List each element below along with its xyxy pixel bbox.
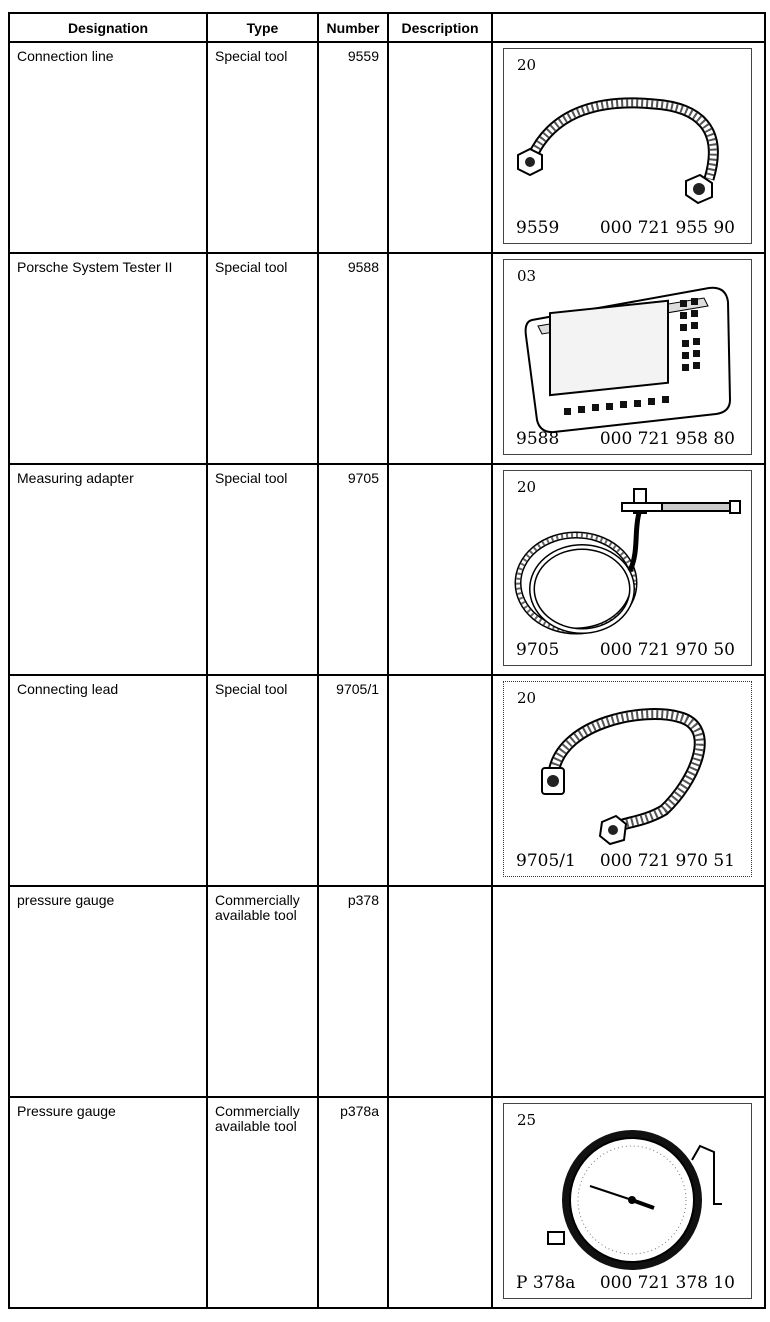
type-text: Special tool [215,48,288,64]
illustration-order-number: 000 721 970 51 [599,851,735,871]
cell-image [492,1097,765,1308]
description-text [389,43,491,49]
type-text: Special tool [215,681,288,697]
table-row [9,675,765,886]
illustration-part-number: 9705 [516,640,560,660]
tool-illustration [503,48,752,244]
cell-image [492,675,765,886]
illustration-order-number: 000 721 958 80 [599,429,735,449]
cell-designation [9,464,207,675]
measuring-adapter-icon [504,471,752,666]
description-text [389,465,491,471]
cell-type [207,464,318,675]
cell-image [492,42,765,253]
cell-image [492,253,765,464]
illustration-top-number: 20 [517,689,537,707]
cell-number [318,464,388,675]
description-text [389,887,491,893]
type-text: Commercially available tool [215,1103,300,1134]
table-row [9,886,765,1097]
type-text: Special tool [215,259,288,275]
description-text [389,254,491,260]
description-text [389,1098,491,1104]
designation-text: Pressure gauge [17,1103,116,1119]
table-row [9,1097,765,1308]
cell-description [388,253,492,464]
cell-description [388,675,492,886]
cell-number [318,675,388,886]
cell-number [318,42,388,253]
illustration-top-number: 20 [517,478,537,496]
designation-text: pressure gauge [17,892,115,908]
number-text: 9705 [347,470,379,486]
illustration-part-number: 9559 [516,218,560,238]
header-type: Type [207,13,318,42]
cell-designation [9,1097,207,1308]
header-image [492,13,765,42]
tool-illustration [503,259,752,455]
illustration-order-number: 000 721 955 90 [599,218,735,238]
header-designation: Designation [9,13,207,42]
cell-description [388,886,492,1097]
illustration-part-number: 9588 [516,429,560,449]
number-text: 9705/1 [336,681,379,697]
illustration-part-number: 9705/1 [516,851,576,871]
table-row [9,464,765,675]
tool-illustration [503,1103,752,1299]
illustration-part-number: P 378a [516,1273,576,1293]
header-description: Description [388,13,492,42]
connecting-lead-icon [504,682,752,877]
tool-illustration [503,470,752,666]
illustration-order-number: 000 721 970 50 [599,640,735,660]
cell-designation [9,886,207,1097]
system-tester-icon [504,260,752,455]
number-text: p378a [340,1103,379,1119]
illustration-top-number: 03 [517,267,537,285]
hose-icon [504,49,752,244]
cell-type [207,253,318,464]
cell-type [207,42,318,253]
cell-description [388,464,492,675]
tool-illustration [503,681,752,877]
number-text: 9559 [347,48,379,64]
illustration-order-number: 000 721 378 10 [599,1273,735,1293]
cell-number [318,886,388,1097]
cell-type [207,1097,318,1308]
designation-text: Porsche System Tester II [17,259,173,275]
number-text: 9588 [347,259,379,275]
cell-type [207,886,318,1097]
table-header-row [9,13,765,42]
illustration-top-number: 25 [517,1111,537,1129]
cell-description [388,1097,492,1308]
cell-designation [9,42,207,253]
header-number: Number [318,13,388,42]
type-text: Commercially available tool [215,892,300,923]
cell-type [207,675,318,886]
tools-table [8,12,766,1309]
designation-text: Connecting lead [17,681,119,697]
cell-image [492,464,765,675]
number-text: p378 [347,892,379,908]
table-row [9,253,765,464]
table-row [9,42,765,253]
cell-number [318,1097,388,1308]
designation-text: Connection line [17,48,114,64]
cell-image-empty [492,886,765,1097]
type-text: Special tool [215,470,288,486]
cell-description [388,42,492,253]
cell-designation [9,253,207,464]
pressure-gauge-icon [504,1104,752,1299]
illustration-top-number: 20 [517,56,537,74]
cell-designation [9,675,207,886]
designation-text: Measuring adapter [17,470,134,486]
cell-number [318,253,388,464]
description-text [389,676,491,682]
